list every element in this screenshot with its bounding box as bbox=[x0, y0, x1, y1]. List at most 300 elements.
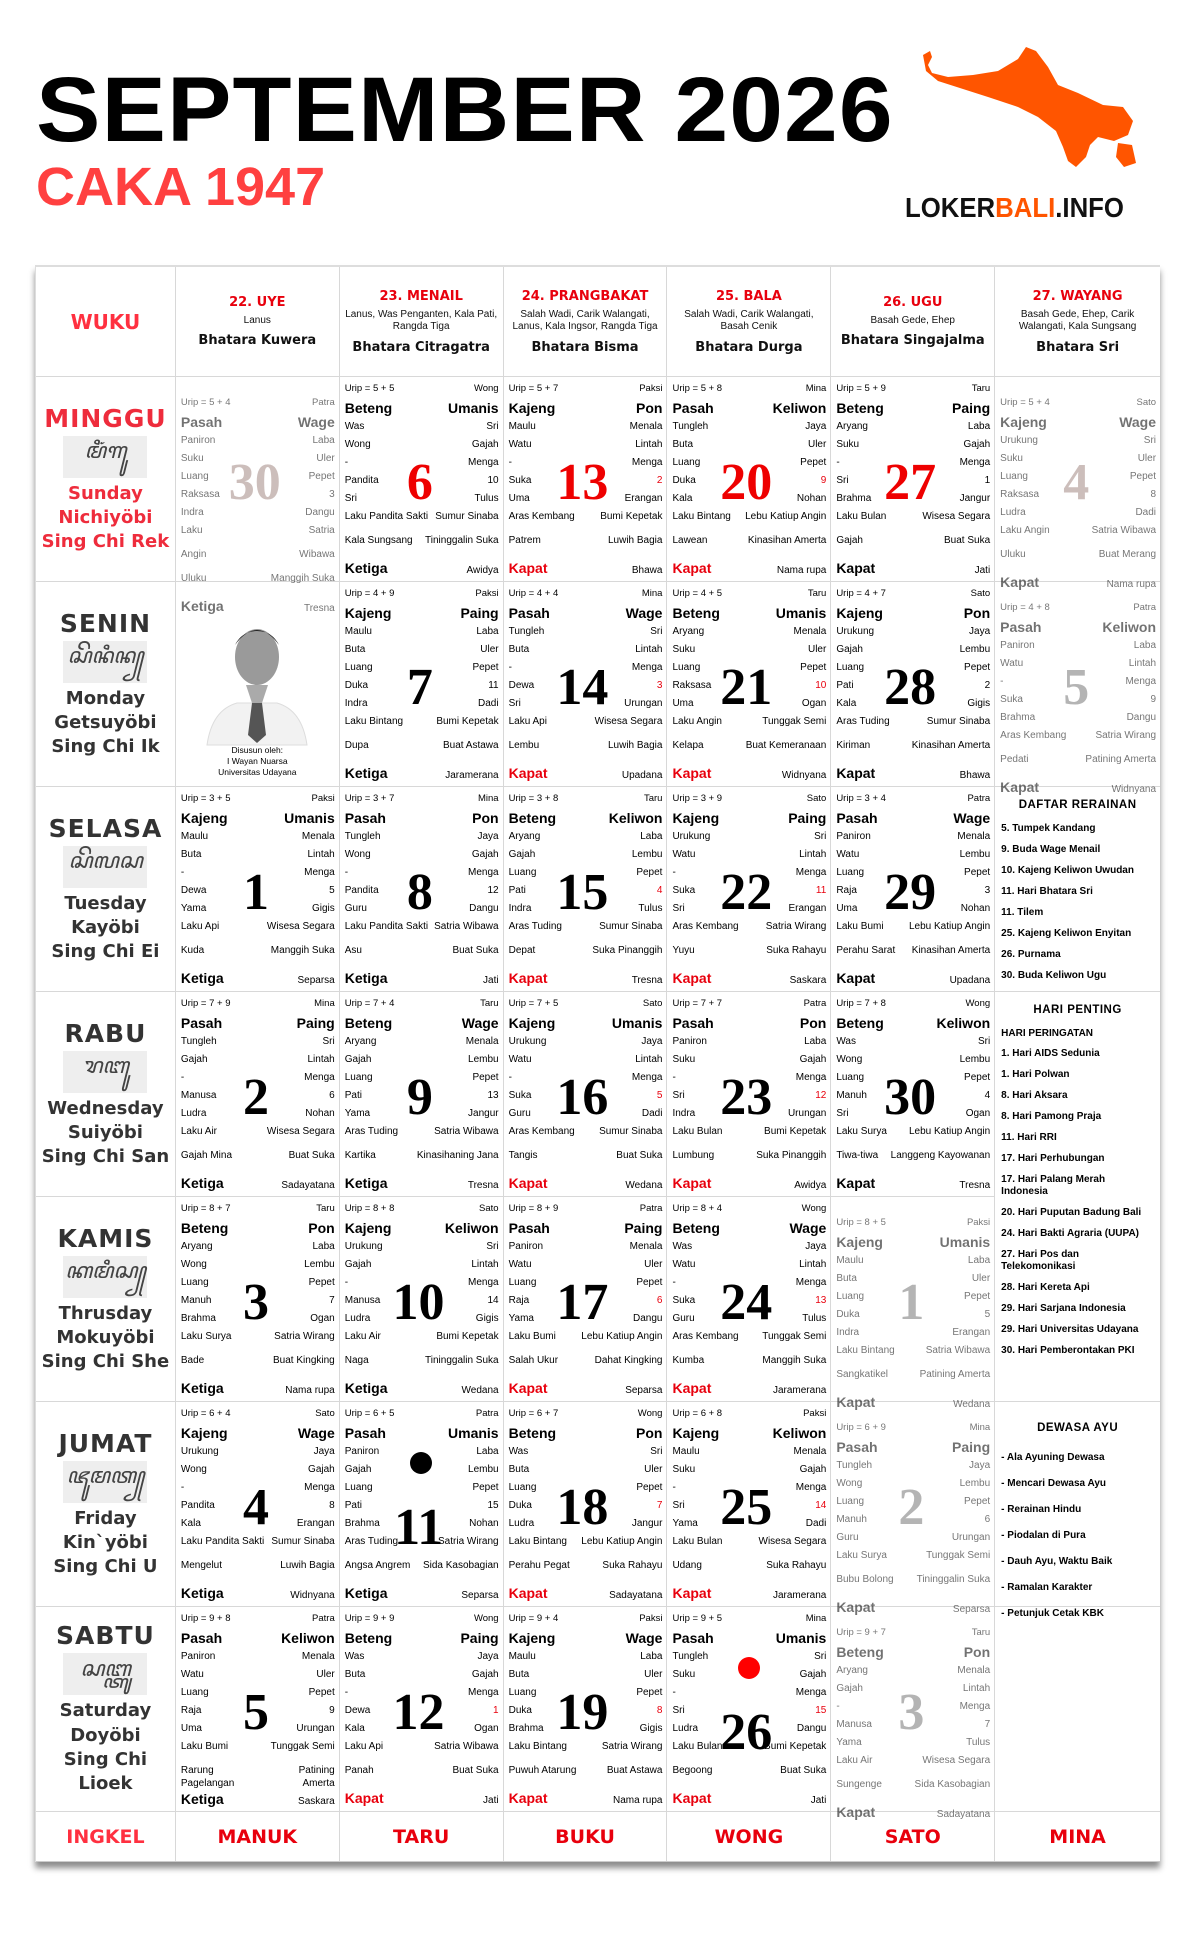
wewaran-line bbox=[345, 421, 499, 439]
wewaran-left: Wong bbox=[180, 1464, 207, 1475]
sasih-line bbox=[672, 1584, 826, 1602]
urip-value: Urip = 4 + 8 bbox=[1000, 602, 1050, 613]
wewaran-right: Menga bbox=[468, 457, 499, 468]
urip-value: Urip = 9 + 9 bbox=[344, 1613, 395, 1624]
pancawara: Umanis bbox=[611, 1015, 663, 1031]
wewaran-left: Paniron bbox=[1000, 640, 1035, 651]
day-cell[interactable] bbox=[504, 1197, 668, 1401]
wewaran-line bbox=[345, 1669, 499, 1687]
urip-value: Urip = 3 + 7 bbox=[344, 793, 395, 804]
date-cell-content bbox=[831, 1402, 994, 1615]
triwara: Pasah bbox=[344, 810, 386, 826]
date-number: 30 bbox=[228, 454, 281, 512]
wewaran-right: Bumi Kepetak bbox=[600, 511, 663, 522]
triwara: Kajeng bbox=[508, 1015, 556, 1031]
wewaran-line bbox=[345, 1705, 499, 1723]
wewaran-line bbox=[672, 1090, 826, 1108]
wewaran-line bbox=[1000, 435, 1156, 453]
wewaran-line bbox=[836, 511, 990, 535]
wewaran-right: 3 bbox=[329, 489, 335, 500]
wewaran-right: Menga bbox=[959, 1701, 991, 1712]
dewasa-ayu-link[interactable]: - Rerainan Hindu bbox=[1001, 1504, 1082, 1515]
date-number: 4 bbox=[242, 1479, 269, 1537]
day-cell[interactable] bbox=[340, 1402, 504, 1606]
wewaran-left: Buta bbox=[344, 644, 366, 655]
wewaran-right: Satria Wirang bbox=[601, 1741, 663, 1752]
day-cell[interactable] bbox=[176, 787, 340, 991]
sasih: Kapat bbox=[508, 1379, 548, 1396]
day-cell[interactable] bbox=[340, 1607, 504, 1811]
day-cell[interactable] bbox=[340, 377, 504, 581]
day-name: MINGGU bbox=[44, 403, 167, 433]
wewaran-left: - bbox=[508, 457, 512, 468]
day-cell[interactable] bbox=[176, 1197, 340, 1401]
wuku-name: 22. UYE bbox=[229, 294, 286, 310]
day-cell[interactable] bbox=[340, 992, 504, 1196]
triwara-pancawara-line bbox=[345, 605, 499, 626]
triwara-pancawara-line bbox=[345, 1630, 499, 1651]
triwara: Pasah bbox=[1000, 619, 1042, 635]
wewaran-left: Sri bbox=[672, 1500, 685, 1511]
wewaran-line bbox=[836, 1090, 990, 1108]
sasih: Ketiga bbox=[344, 1379, 388, 1396]
wewaran-right: Uler bbox=[1137, 453, 1157, 464]
dewasa-ayu-link[interactable]: - Ramalan Karakter bbox=[1001, 1582, 1093, 1593]
date-cell-content bbox=[831, 377, 994, 581]
day-cell[interactable] bbox=[340, 582, 504, 786]
sasih-line bbox=[345, 1379, 499, 1397]
urip-line bbox=[345, 1408, 499, 1425]
wewaran-line bbox=[181, 1723, 335, 1741]
day-cell[interactable] bbox=[504, 992, 668, 1196]
wewaran-line bbox=[181, 1259, 335, 1277]
wewaran-right: Luwih Bagia bbox=[280, 1560, 335, 1571]
wewaran-left: Perahu Sarat bbox=[836, 945, 896, 956]
day-cell[interactable] bbox=[831, 377, 995, 581]
date-cell-content bbox=[995, 582, 1160, 795]
wewaran-line bbox=[672, 1464, 826, 1482]
dewasa-ayu-link[interactable]: - Mencari Dewasa Ayu bbox=[1001, 1478, 1107, 1489]
wewaran-line bbox=[836, 921, 990, 945]
wewaran-line bbox=[509, 662, 663, 680]
urip-line bbox=[181, 793, 335, 810]
wewaran-right: Sri bbox=[977, 1036, 991, 1047]
wewaran-right: 10 bbox=[815, 680, 827, 691]
wewaran-right: Sri bbox=[650, 1446, 663, 1457]
triwara: Pasah bbox=[836, 810, 878, 826]
wewaran-left: Uma bbox=[508, 493, 530, 504]
dewasa-ayu-link[interactable]: - Ala Ayuning Dewasa bbox=[1001, 1452, 1105, 1463]
date-number: 3 bbox=[242, 1274, 269, 1332]
wewaran-line bbox=[345, 535, 499, 559]
sidebar-rerainan bbox=[995, 787, 1160, 1001]
urip-value: Urip = 8 + 5 bbox=[836, 1217, 886, 1228]
sasih-line bbox=[345, 969, 499, 987]
day-cell[interactable] bbox=[176, 1607, 340, 1811]
wuku-karakter: Sadayatana bbox=[281, 1179, 335, 1191]
wewaran-line bbox=[345, 1241, 499, 1259]
day-cell bbox=[995, 787, 1160, 991]
wewaran-right: Manggih Suka bbox=[270, 945, 335, 956]
date-number: 8 bbox=[406, 864, 433, 922]
date-number: 26 bbox=[720, 1704, 773, 1762]
ingkel-value: Paksi bbox=[966, 1217, 991, 1228]
wewaran-left: Angin bbox=[180, 549, 207, 560]
triwara: Pasah bbox=[180, 1015, 223, 1031]
triwara: Beteng bbox=[180, 1220, 229, 1236]
wewaran-line bbox=[836, 740, 990, 764]
wewaran-right: Tunggak Semi bbox=[762, 716, 827, 727]
wewaran-line bbox=[509, 644, 663, 662]
wewaran-right: Sumur Sinaba bbox=[599, 921, 663, 932]
sidebar-list-item: 25. Kajeng Keliwon Enyitan bbox=[1001, 928, 1132, 939]
sidebar-list-item: 17. Hari Palang Merah Indonesia bbox=[1001, 1174, 1106, 1197]
wewaran-right: Langgeng Kayowanan bbox=[890, 1150, 991, 1161]
wewaran-right: Sida Kasobagian bbox=[422, 1560, 499, 1571]
wewaran-line bbox=[509, 1651, 663, 1669]
date-number: 17 bbox=[556, 1274, 609, 1332]
wewaran-right: Lintah bbox=[799, 849, 827, 860]
wewaran-line bbox=[672, 1500, 826, 1518]
wewaran-right: 11 bbox=[815, 885, 827, 896]
wewaran-right: Menala bbox=[957, 831, 991, 842]
footer-label: INGKEL bbox=[66, 1825, 145, 1848]
pancawara: Keliwon bbox=[444, 1220, 499, 1236]
triwara: Beteng bbox=[344, 1630, 393, 1646]
wewaran-right: Menga bbox=[468, 1687, 499, 1698]
triwara-pancawara-line bbox=[509, 810, 663, 831]
wuku-karakter: Nama rupa bbox=[612, 1794, 663, 1806]
dewasa-ayu-link[interactable]: - Dauh Ayu, Waktu Baik bbox=[1001, 1556, 1113, 1567]
wewaran-line bbox=[672, 849, 826, 867]
wewaran-line bbox=[672, 1331, 826, 1355]
wewaran-line bbox=[181, 549, 335, 573]
day-cell[interactable] bbox=[831, 1197, 995, 1410]
day-cell[interactable] bbox=[667, 377, 831, 581]
wewaran-left: Duka bbox=[508, 1705, 532, 1716]
wewaran-left: Raja bbox=[836, 885, 857, 896]
triwara: Pasah bbox=[672, 1015, 714, 1031]
day-cell[interactable] bbox=[667, 582, 831, 786]
day-cell[interactable] bbox=[176, 992, 340, 1196]
wewaran-left: Sri bbox=[508, 698, 521, 709]
date-number: 10 bbox=[392, 1274, 445, 1332]
wewaran-left: Manuh bbox=[836, 1090, 867, 1101]
wewaran-left: Aryang bbox=[836, 421, 868, 432]
wuku-karakter: Separsa bbox=[297, 974, 335, 986]
wewaran-left: Luang bbox=[672, 457, 701, 468]
day-cell[interactable] bbox=[667, 992, 831, 1196]
wewaran-line bbox=[509, 1723, 663, 1741]
wewaran-line bbox=[672, 421, 826, 439]
wewaran-left: Aras Kembang bbox=[672, 1331, 739, 1342]
wewaran-right: Satria Wirang bbox=[765, 921, 827, 932]
wuku-karakter: Tresna bbox=[959, 1179, 991, 1191]
sasih-line bbox=[345, 1174, 499, 1192]
wewaran-line bbox=[672, 1560, 826, 1584]
wewaran-left: Luang bbox=[180, 1687, 209, 1698]
wewaran-line bbox=[672, 1518, 826, 1536]
wewaran-right: Buat Astawa bbox=[443, 740, 499, 751]
ingkel-value: Patra bbox=[475, 1408, 499, 1419]
wewaran-right: Suka Pinanggih bbox=[756, 1150, 827, 1161]
wewaran-left: Gajah bbox=[344, 1054, 372, 1065]
wewaran-line bbox=[836, 698, 990, 716]
sidebar-list-item: 24. Hari Bakti Agraria (UUPA) bbox=[1001, 1228, 1139, 1239]
wewaran-left: Wong bbox=[344, 849, 371, 860]
wewaran-right: Satria Wibawa bbox=[1091, 525, 1157, 536]
pancawara: Pon bbox=[963, 1644, 991, 1660]
wewaran-right: Uler bbox=[644, 1669, 663, 1680]
ingkel-value: Patra bbox=[967, 793, 991, 804]
wewaran-right: 2 bbox=[656, 475, 663, 486]
wewaran-line bbox=[345, 1150, 499, 1174]
triwara: Pasah bbox=[180, 414, 223, 430]
wewaran-line bbox=[181, 1277, 335, 1295]
day-cell[interactable] bbox=[831, 787, 995, 991]
wewaran-right: 5 bbox=[984, 1309, 991, 1320]
wewaran-left: Laku Bintang bbox=[508, 1536, 567, 1547]
day-name-japanese: Kayöbi bbox=[71, 916, 140, 938]
wewaran-line bbox=[836, 1273, 990, 1291]
wewaran-left: Laku Bintang bbox=[508, 1741, 567, 1752]
wewaran-right: Gigis bbox=[311, 903, 335, 914]
wewaran-line bbox=[836, 716, 990, 740]
wewaran-right: Pepet bbox=[964, 1072, 991, 1083]
sasih-line bbox=[509, 1379, 663, 1397]
wewaran-left: Paniron bbox=[508, 1241, 544, 1252]
wewaran-left: Indra bbox=[508, 903, 532, 914]
wewaran-line bbox=[836, 1054, 990, 1072]
day-name-chinese: Sing Chi Lioek bbox=[63, 1749, 148, 1795]
urip-line bbox=[509, 1408, 663, 1425]
sasih: Kapat bbox=[508, 1584, 548, 1601]
day-cell[interactable] bbox=[340, 787, 504, 991]
day-cell[interactable] bbox=[667, 1402, 831, 1606]
wewaran-line bbox=[181, 1482, 335, 1500]
day-cell[interactable] bbox=[176, 1402, 340, 1606]
day-cell[interactable] bbox=[504, 1607, 668, 1811]
wewaran-right: Uler bbox=[807, 644, 827, 655]
wewaran-right: Lebu Katiup Angin bbox=[581, 1331, 663, 1342]
wewaran-left: Bade bbox=[180, 1355, 205, 1366]
sasih: Ketiga bbox=[180, 597, 224, 614]
sasih: Kapat bbox=[508, 559, 548, 576]
wewaran-left: Pati bbox=[836, 680, 854, 691]
wewaran-line bbox=[672, 493, 826, 511]
wewaran-right: Satria bbox=[308, 525, 335, 536]
day-cell[interactable] bbox=[504, 377, 668, 581]
day-cell[interactable] bbox=[831, 582, 995, 786]
wewaran-right: 11 bbox=[488, 680, 499, 691]
wewaran-right: Buat Suka bbox=[780, 1765, 827, 1776]
wewaran-right: Gajah bbox=[471, 849, 499, 860]
sidebar-list-item: 5. Tumpek Kandang bbox=[1001, 823, 1096, 834]
pancawara: Pon bbox=[799, 1015, 827, 1031]
wewaran-right: Jangur bbox=[959, 493, 991, 504]
ingkel-value: Paksi bbox=[639, 1613, 663, 1624]
wewaran-right: Buat Kemeranaan bbox=[745, 740, 827, 751]
date-cell-content bbox=[667, 377, 830, 581]
urip-line bbox=[509, 383, 663, 400]
wewaran-line bbox=[509, 740, 663, 764]
wuku-karakter: Sadayatana bbox=[609, 1589, 663, 1601]
wewaran-right: 13 bbox=[815, 1295, 827, 1306]
day-cell[interactable] bbox=[504, 582, 668, 786]
wewaran-line bbox=[509, 439, 663, 457]
pancawara: Pon bbox=[308, 1220, 335, 1236]
wewaran-line bbox=[836, 885, 990, 903]
wewaran-left: Yama bbox=[180, 903, 207, 914]
wewaran-left: Manuh bbox=[180, 1295, 212, 1306]
wewaran-right: Sida Kasobagian bbox=[914, 1779, 991, 1790]
wewaran-line bbox=[1000, 453, 1156, 471]
wewaran-line bbox=[672, 945, 826, 969]
wewaran-right: Uler bbox=[807, 439, 827, 450]
dewasa-ayu-link[interactable]: - Petunjuk Cetak KBK bbox=[1001, 1608, 1104, 1619]
wewaran-right: Suka Pinanggih bbox=[592, 945, 663, 956]
wewaran-left: Kartika bbox=[344, 1150, 376, 1161]
rerainan-title: DAFTAR RERAINAN bbox=[1018, 799, 1137, 811]
sasih: Ketiga bbox=[344, 559, 388, 576]
logo-text-bali: BALI bbox=[995, 192, 1056, 223]
date-number: 14 bbox=[556, 659, 609, 717]
wewaran-left: Was bbox=[836, 1036, 856, 1047]
wewaran-right: Buat Astawa bbox=[606, 1765, 663, 1776]
day-cell[interactable] bbox=[667, 787, 831, 991]
week-row-senin bbox=[36, 582, 1160, 795]
wewaran-line bbox=[672, 1295, 826, 1313]
sasih-line bbox=[181, 1790, 335, 1808]
sasih: Kapat bbox=[508, 1789, 548, 1806]
wewaran-right: Kinasihaning Jana bbox=[416, 1150, 499, 1161]
wewaran-left: - bbox=[836, 457, 840, 468]
wewaran-line bbox=[509, 1090, 663, 1108]
wewaran-left: Paniron bbox=[180, 1651, 216, 1662]
wewaran-left: Rarung Pagelangan bbox=[180, 1765, 235, 1789]
day-cell[interactable] bbox=[831, 1607, 995, 1820]
wewaran-right: Menga bbox=[304, 867, 335, 878]
day-label-cell bbox=[36, 1197, 176, 1401]
day-cell[interactable] bbox=[176, 377, 340, 614]
day-label bbox=[36, 787, 175, 991]
wewaran-right: Uler bbox=[480, 644, 499, 655]
wewaran-line bbox=[672, 644, 826, 662]
wewaran-line bbox=[672, 1036, 826, 1054]
urip-line bbox=[509, 1613, 663, 1630]
wewaran-left: Tangis bbox=[508, 1150, 538, 1161]
wewaran-right: Pepet bbox=[636, 1277, 663, 1288]
wewaran-right: Bumi Kepetak bbox=[764, 1126, 827, 1137]
wewaran-line bbox=[345, 1126, 499, 1150]
ingkel-value: Taru bbox=[971, 1627, 991, 1638]
wewaran-right: Sumur Sinaba bbox=[599, 1126, 663, 1137]
day-cell bbox=[995, 992, 1160, 1356]
day-name-chinese: Sing Chi Rek bbox=[41, 531, 170, 553]
wewaran-right: Bumi Kepetak bbox=[764, 1741, 827, 1752]
wuku-header bbox=[831, 267, 995, 376]
wewaran-line bbox=[509, 1150, 663, 1174]
urip-line bbox=[1000, 602, 1156, 619]
day-cell[interactable] bbox=[995, 377, 1160, 590]
day-cell[interactable] bbox=[504, 1402, 668, 1606]
triwara-pancawara-line bbox=[509, 1630, 663, 1651]
wewaran-left: Paniron bbox=[672, 1036, 707, 1047]
wewaran-right: Gajah bbox=[308, 1464, 335, 1475]
sasih-line bbox=[836, 559, 990, 577]
wuku-name: 27. WAYANG bbox=[1032, 288, 1123, 304]
date-cell-content bbox=[831, 1197, 994, 1410]
day-name-chinese: Sing Chi She bbox=[41, 1351, 170, 1373]
wewaran-right: Suka Rahayu bbox=[766, 945, 827, 956]
urip-line bbox=[181, 1203, 335, 1220]
wewaran-right: Tulus bbox=[638, 903, 663, 914]
sidebar-list-item: 30. Hari Pemberontakan PKI bbox=[1001, 1345, 1135, 1356]
wewaran-line bbox=[836, 1755, 990, 1779]
wewaran-left: Aryang bbox=[508, 831, 541, 842]
wewaran-left: Dewa bbox=[180, 885, 207, 896]
wewaran-left: Tungleh bbox=[672, 421, 709, 432]
wuku-karakter: Nama rupa bbox=[776, 564, 827, 576]
wewaran-left: Gajah bbox=[836, 644, 863, 655]
wewaran-left: Tungleh bbox=[508, 626, 545, 637]
wewaran-line bbox=[345, 1331, 499, 1355]
wewaran-left: Laku Api bbox=[508, 716, 547, 727]
pancawara: Paing bbox=[624, 1220, 663, 1236]
wewaran-left: Manuh bbox=[836, 1514, 867, 1525]
wewaran-line bbox=[345, 903, 499, 921]
site-logo-text[interactable] bbox=[905, 194, 1124, 222]
wuku-karakter: Upadana bbox=[949, 974, 991, 986]
day-name-japanese: Suiyöbi bbox=[67, 1121, 143, 1143]
wewaran-right: Lintah bbox=[1128, 658, 1157, 669]
wewaran-line bbox=[181, 1126, 335, 1150]
wewaran-line bbox=[836, 1309, 990, 1327]
wewaran-line bbox=[181, 435, 335, 453]
sidebar-list-item: 11. Tilem bbox=[1001, 907, 1044, 918]
wewaran-left: - bbox=[180, 1482, 185, 1493]
sasih: Ketiga bbox=[344, 1174, 388, 1191]
wewaran-left: Watu bbox=[508, 1259, 532, 1270]
day-cell[interactable] bbox=[667, 1197, 831, 1401]
day-cell[interactable] bbox=[667, 1607, 831, 1811]
day-label bbox=[36, 582, 175, 786]
day-cell[interactable] bbox=[831, 1402, 995, 1615]
wewaran-right: 8 bbox=[656, 1705, 663, 1716]
wewaran-line bbox=[345, 1482, 499, 1500]
triwara-pancawara-line bbox=[672, 1220, 826, 1241]
ingkel-value: Paksi bbox=[311, 793, 335, 804]
wewaran-line bbox=[509, 1108, 663, 1126]
date-number: 23 bbox=[720, 1069, 773, 1127]
dewasa-ayu-link[interactable]: - Piodalan di Pura bbox=[1001, 1530, 1086, 1541]
day-cell[interactable] bbox=[995, 582, 1160, 795]
day-cell[interactable] bbox=[504, 787, 668, 991]
wewaran-line bbox=[1000, 489, 1156, 507]
footer-label: WONG bbox=[714, 1825, 784, 1848]
day-cell[interactable] bbox=[831, 992, 995, 1196]
date-cell-content bbox=[504, 787, 667, 991]
sasih: Ketiga bbox=[180, 969, 224, 986]
wewaran-line bbox=[181, 1536, 335, 1560]
urip-line bbox=[345, 998, 499, 1015]
wewaran-line bbox=[672, 903, 826, 921]
day-cell[interactable] bbox=[340, 1197, 504, 1401]
wuku-karakter: Jati bbox=[810, 1794, 827, 1806]
wewaran-line bbox=[836, 1737, 990, 1755]
wewaran-line bbox=[345, 1651, 499, 1669]
wewaran-line bbox=[345, 662, 499, 680]
